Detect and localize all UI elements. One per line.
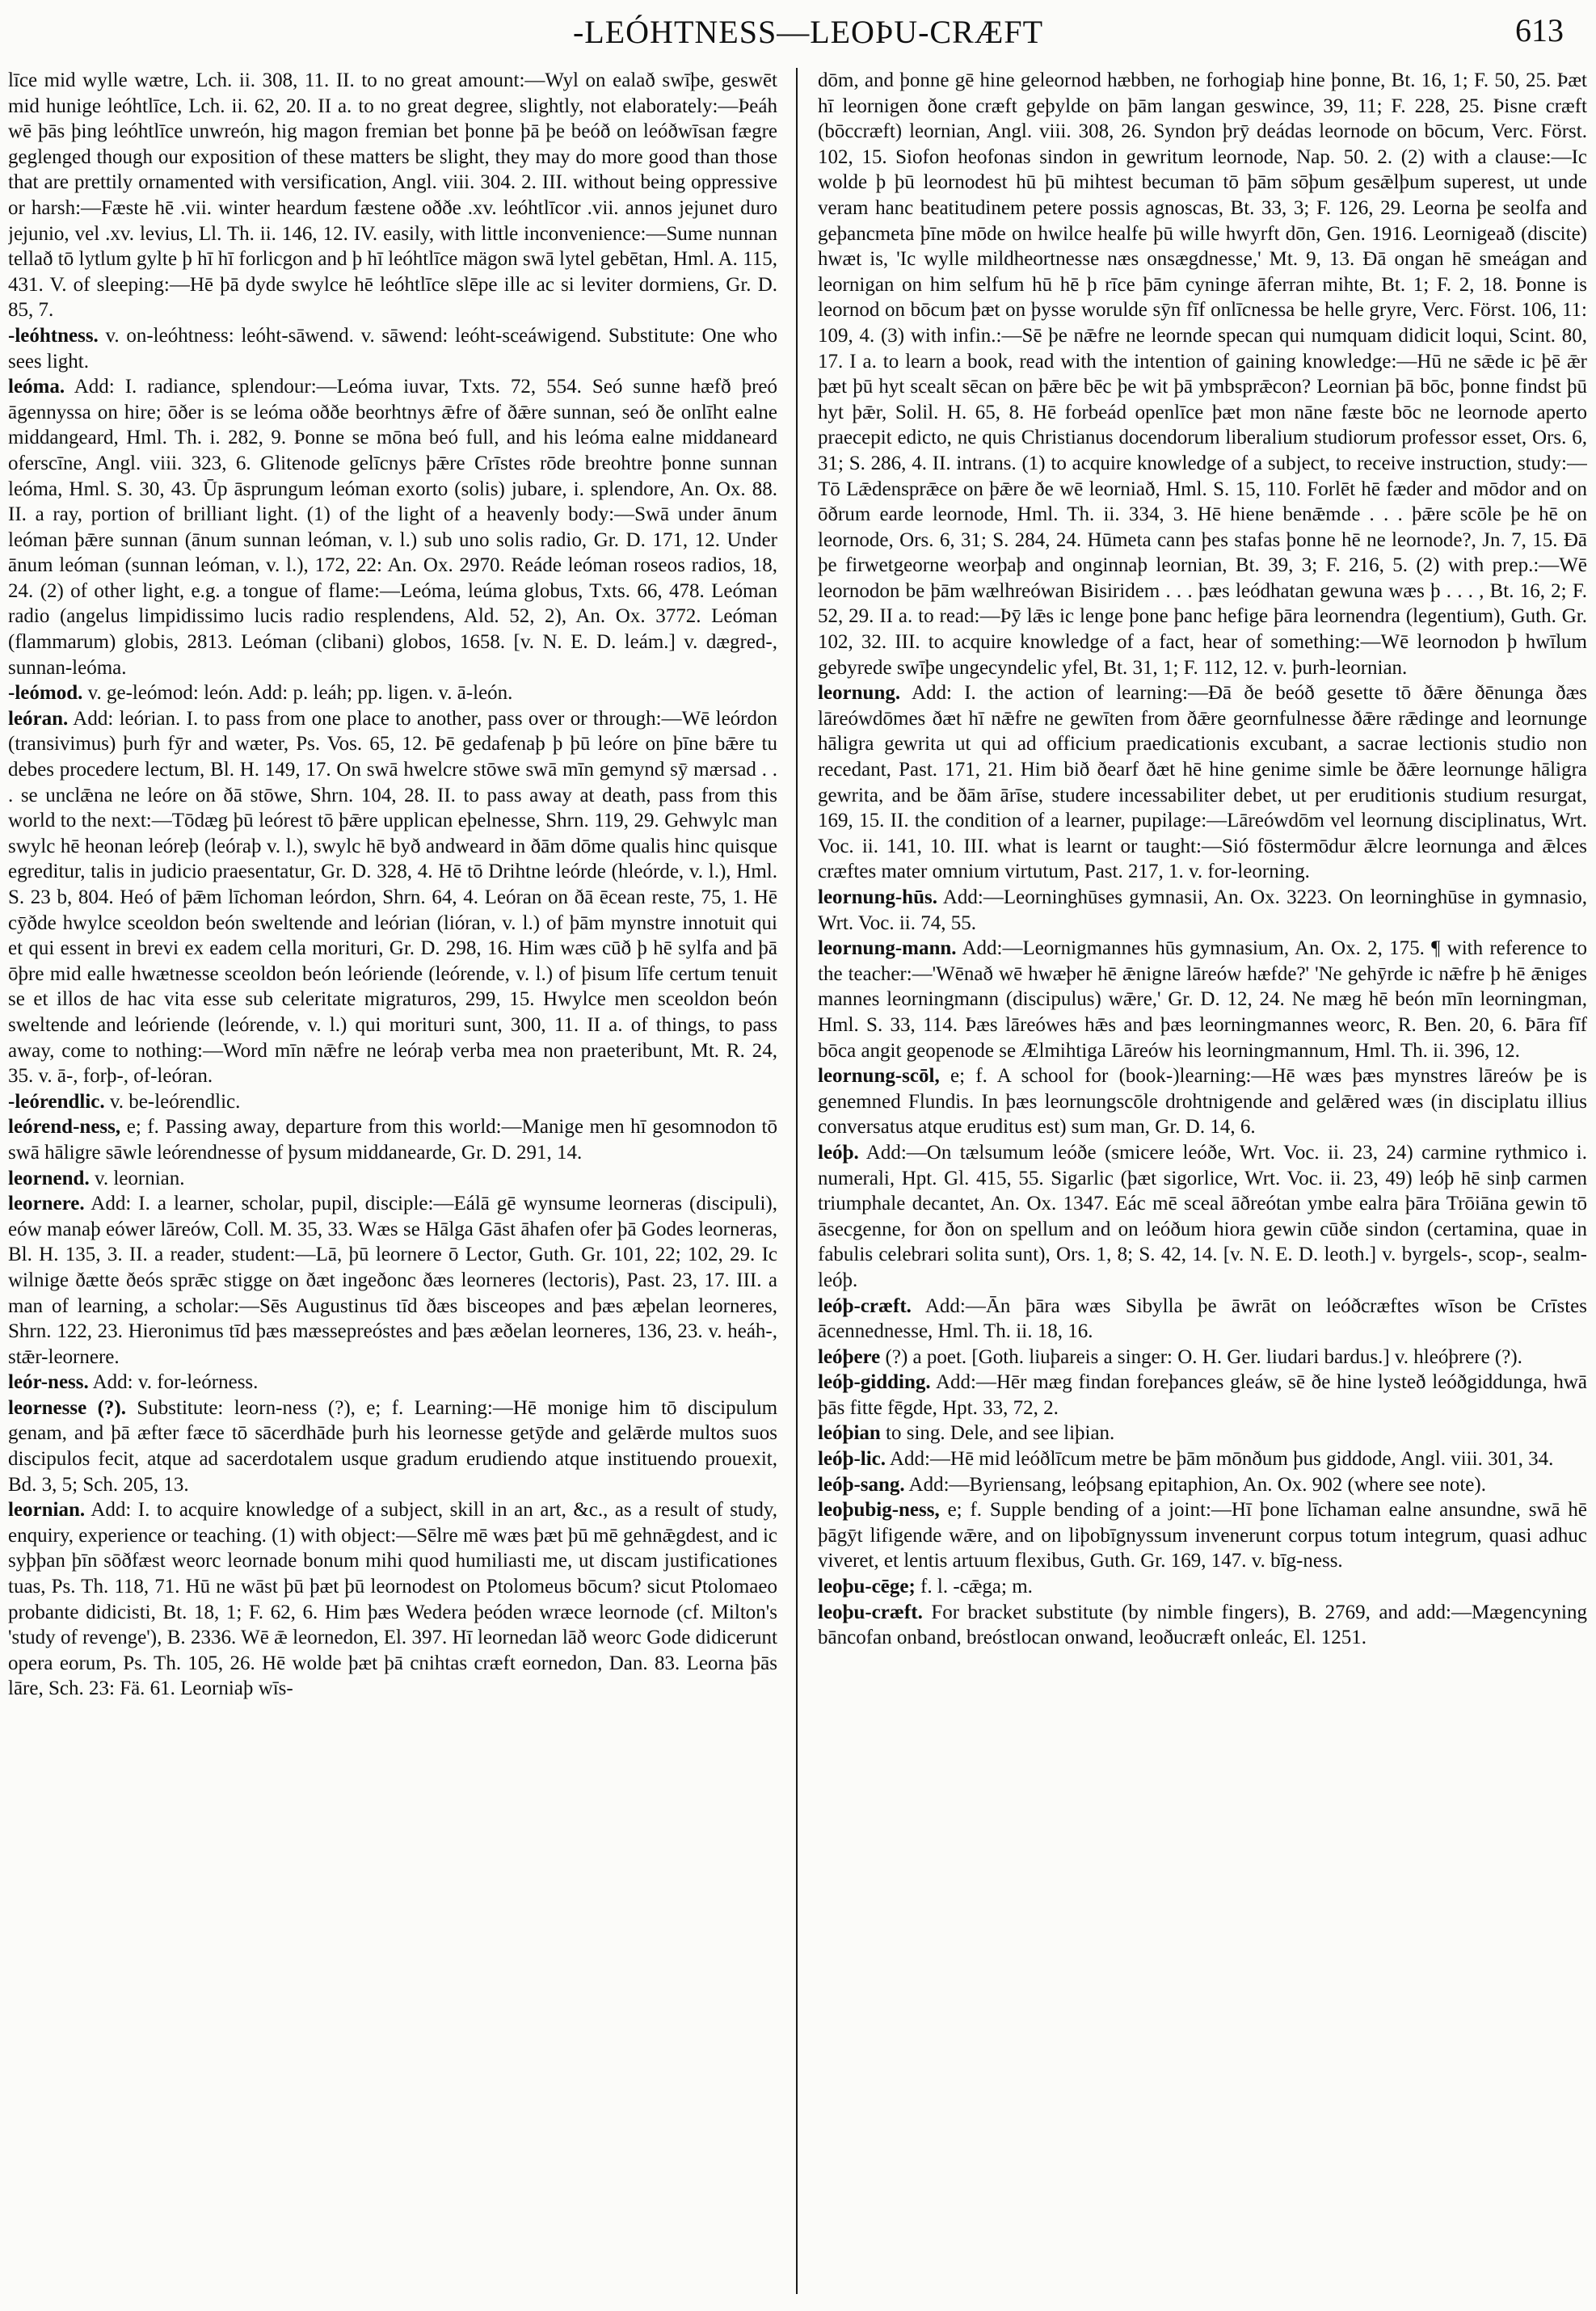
entry-text: f. l. -cǣga; m.	[920, 1576, 1033, 1598]
dictionary-entry	[8, 1114, 777, 1165]
entry-text: Add: I. a learner, scholar, pupil, disciple:—Eálā gē wynsume leorneras (discipuli), eów manaþ eówer lāreów, Coll. M. 35, 33. Wæs se Hālga Gāst āhafen ofer þā Godes leorneras, Bl. H. 135, 3. II. a reader, student:—Lā, þū leornere ō Lector, Guth. Gr. 101, 22; 102, 29. Ic wilnige ðætte ðeós sprǣc stigge on ðæt ingeðonc ðæs leorneres (lectoris), Past. 23, 17. III. a man of learning, a scholar:—Sēs Augustinus tīd ðæs bisceopes and þæs æþelan leorneres, Shrn. 122, 23. Hieronimus tīd þæs mæssepreóstes and þæs æðelan leorneres, 136, 23. v. heáh-, stǣr-leornere.	[8, 1193, 777, 1368]
dictionary-entry	[8, 323, 777, 374]
dictionary-entry	[818, 68, 1587, 680]
dictionary-entry	[8, 1166, 777, 1192]
entry-text: Add: I. to acquire knowledge of a subject, skill in an art, &c., as a result of study, enquiry, experience or teaching. (1) with object:—Sēlre mē wæs þæt þū mē gehnǣgdest, and ic syþþan þīn sōðfæst weorc leornade bonum mihi quod humiliasti me, ut discam justificationes tuas, Ps. Th. 118, 71. Hū ne wāst þū þæt þū leornodest on Ptolomeus bōcum? sicut Ptolomaeo probante didicisti, Bt. 18, 1; F. 62, 6. Him þæs Wedera þeóden wræce leornode (cf. Milton's 'study of revenge'), B. 2336. Wē ǣ leornedon, El. 397. Hī leornedan lāð weorc Gode didicerunt opera eorum, Ps. Th. 105, 26. Hē wolde þæt þā cnihtas cræft eornedon, Dan. 83. Leorna þās lāre, Sch. 23: Fä. 61. Leorniaþ wīs-	[8, 1499, 777, 1700]
dictionary-entry	[8, 680, 777, 706]
entry-headword: leóran.	[8, 707, 69, 730]
entry-text: v. ge-leómod: león. Add: p. leáh; pp. ligen. v. ā-león.	[87, 682, 513, 705]
dictionary-entry	[818, 1446, 1587, 1472]
entry-text: e; f. Supple bending of a joint:—Hī þone līchaman ealne ansundne, swā hē þāgȳt lifigende wǣre, and on liþobīgnyssum invenerunt corpus totum integrum, quasi adhuc viveret, et lentis artuum flexibus, Guth. Gr. 169, 147. v. bīg-ness.	[818, 1499, 1587, 1572]
dictionary-entry	[8, 1089, 777, 1115]
dictionary-entry	[818, 1472, 1587, 1498]
entry-text: v. on-leóhtness: leóht-sāwend. v. sāwend: leóht-sceáwigend. Substitute: One who sees light.	[8, 324, 777, 373]
entry-headword: leornere.	[8, 1193, 85, 1215]
dictionary-entry	[8, 68, 777, 323]
entry-headword: leóþ-sang.	[818, 1473, 905, 1496]
dictionary-entry	[818, 1574, 1587, 1600]
entry-text: Add: v. for-leórness.	[92, 1371, 259, 1394]
entry-headword: leóþ-lic.	[818, 1448, 886, 1471]
entry-headword: leóþ.	[818, 1141, 859, 1164]
entry-headword: leóma.	[8, 376, 65, 398]
dictionary-entry	[8, 1191, 777, 1370]
entry-text: Add: I. radiance, splendour:—Leóma iuvar, Txts. 72, 554. Seó sunne hæfð þreó āgennyssa on hire; ōðer is se leóma oððe beorhtnys ǣfre of ðǣre sunnan, seó ðe onlīht ealne middangeard, Hml. Th. i. 282, 9. Þonne se mōna beó full, and his leóma ealne middaneard oferscīne, Angl. viii. 323, 6. Glitenode gelīcnys þǣre Crīstes rōde breohtre þonne sunnan leóma, Hml. S. 30, 43. Ūp āsprungum leóman exorto (solis) jubare, i. splendore, An. Ox. 88. II. a ray, portion of brilliant light. (1) of the light of a heavenly body:—Swā under ānum leóman þǣre sunnan (ānum sunnan leóman, v. l.) sub uno solis radio, Gr. D. 171, 12. Under ānum leóman (sunnan leóman, v. l.), 172, 22: An. Ox. 2970. Reáde leóman roseos radios, 18, 24. (2) of other light, e.g. a tongue of flame:—Leóma, leúma globus, Txts. 66, 478. Leóman radio (angelus limpidissimo lucis radio resplendens, Ald. 52, 2), An. Ox. 3772. Leóman (flammarum) globis, 2813. Leóman (clibani) globos, 1658. [v. N. E. D. leám.] v. dægred-, sunnan-leóma.	[8, 376, 777, 679]
entry-text: Substitute: leorn-ness (?), e; f. Learning:—Hē monige him tō discipulum genam, and þā æfter fæce tō sācerdhāde þurh his leornesse getȳde and gelǣrde multos suos discipulos fecit, atque ad sacerdotalem usque gradum erudiendo atque instituendo prouexit, Bd. 3, 5; Sch. 205, 13.	[8, 1396, 777, 1496]
dictionary-entry	[8, 706, 777, 1089]
entry-headword: -leóhtness.	[8, 324, 99, 347]
entry-headword: leoþubig-ness,	[818, 1499, 940, 1522]
entry-text: Add: leórian. I. to pass from one place to another, pass over or through:—Wē leórdon (transivimus) þurh fȳr and wæter, Ps. Vos. 65, 12. Þē gedafenaþ þ þū leóre on þīne bǣre tu debes procedere lectum, Bl. H. 149, 17. On swā hwelcre stōwe swā mīn gemynd sȳ mærsad . . . se unclǣna ne leóre on ðā stōwe, Shrn. 104, 28. II. to pass away at death, pass from this world to the next:—Tōdæg þū leórest tō þǣre upplican eþelnesse, Shrn. 119, 29. Gehwylc man swylc hē heonan leóreþ (leóraþ v. l.), swylc hē byð andweard in ðām dōme qualis hinc quisque egreditur, talis in judicio praesentatur, Gr. D. 328, 4. Hē tō Drihtne leórde (hleórde, v. l.), Hml. S. 23 b, 804. Heó of þǣm līchoman leórdon, Shrn. 64, 4. Leóran on ðā ēcean reste, 75, 1. Hē cȳðde hwylce sceoldon beón sweltende and leórian (lióran, v. l.) of þām mynstre innotuit qui et qui essent in brevi ex eadem cella morituri, Gr. D. 298, 16. Him wæs cūð þ hē sylfa and þā ōþre mid ealle hwætnesse sceoldon beón leóriende (leórende, v. l.) of þisum līfe certum tenuit se et illos de hac vita esse sub celeritate migraturos, 299, 15. Hwylce men sceoldon beón sweltende and leóriende (leórende, v. l.) qui morituri sunt, 300, 11. II a. of things, to pass away, come to nothing:—Word mīn nǣfre ne leóraþ verba mea non praeteribunt, Mt. R. 24, 35. v. ā-, forþ-, of-leóran.	[8, 707, 777, 1088]
dictionary-entry	[818, 680, 1587, 885]
entry-headword: leór-ness.	[8, 1371, 89, 1394]
entry-text: līce mid wylle wætre, Lch. ii. 308, 11. II. to no great amount:—Wyl on ealað swīþe, geswēt mid hunige leóhtlīce, Lch. ii. 62, 20. II a. to no great degree, slightly, not elaborately:—Þeáh wē þās þing leóhtlīce unwreón, hig magon fremian bet þonne þā þe beóð on leóðwīsan fægre geglenged though our exposition of these matters be slight, they may do more good than those that are prettily ornamented with versification, Angl. viii. 304. 2. III. without being oppressive or harsh:—Fæste hē .vii. winter heardum fæstene oððe .xv. leóhtlīcor .vii. annos jejunet duro jejunio, vel .xv. levius, Ll. Th. ii. 146, 12. IV. easily, with little inconvenience:—Sume nunnan tellað tō lytlum gylte þ hī hī forlicgon and þ hī leóhtlīce mägon swā lytel gebētan, Hml. A. 115, 431. V. of sleeping:—Hē þā dyde swylce hē leóhtlīce slēpe ille ac si leviter dormiens, Gr. D. 85, 7.	[8, 69, 777, 322]
entry-text: Add:—On tælsumum leóðe (smicere leóðe, Wrt. Voc. ii. 23, 24) carmine rythmico i. numerali, Hpt. Gl. 415, 55. Sigarlic (þæt sigorlice, Wrt. Voc. ii. 23, 49) leóþ hē sinþ carmen triumphale decantet, An. Ox. 1347. Eác mē sceal āðreótan ymbe ealra þāra Trōiāna gewin tō āsecgenne, for ðon on spellum and on leóðum hiora gewin cūðe sindon (certamina, quae in fabulis celebrari solita sunt), Ors. 1, 8; S. 42, 14. [v. N. E. D. leoth.] v. byrgels-, scop-, sealm-leóþ.	[818, 1141, 1587, 1291]
entry-headword: leornend.	[8, 1167, 90, 1189]
dictionary-entry	[818, 1063, 1587, 1140]
dictionary-entry	[8, 1370, 777, 1395]
page-number: 613	[1515, 12, 1564, 48]
entry-headword: leórend-ness,	[8, 1116, 121, 1139]
entry-text: v. be-leórendlic.	[109, 1090, 241, 1113]
dictionary-entry	[8, 1395, 777, 1497]
right-column	[818, 68, 1587, 2306]
entry-headword: -leórendlic.	[8, 1090, 105, 1113]
dictionary-entry	[818, 1345, 1587, 1370]
page-header	[0, 0, 1596, 73]
dictionary-entry	[818, 1294, 1587, 1345]
entry-text: Add:—Leornigmannes hūs gymnasium, An. Ox. 2, 175. ¶ with reference to the teacher:—'Wēnað wē hwæþer hē ǣnigne lāreów hæfde?' 'Ne gehȳrde ic nǣfre þ hē ǣniges mannes leorningmann (discipulus) wǣre,' Gr. D. 12, 24. Ne mæg hē beón mīn leorningman, Hml. S. 33, 114. Þæs lāreówes hǣs and þæs leorningmannes weorc, R. Ben. 20, 6. Þāra fīf bōca angit geopenode se Ælmihtiga Lāreów his leorningmannum, Hml. Th. ii. 396, 12.	[818, 937, 1587, 1062]
entry-text: Add: I. the action of learning:—Ðā ðe beóð gesette tō ðǣre ðēnunga ðæs lāreówdōmes ðæt hī nǣfre ne gewīten from ðǣre geornfulnesse ðǣre rǣdinge and leornunge hāligra gewrita ut qui ad officium praedicationis excubant, a sacrae lectionis studio non recedant, Past. 171, 21. Him bið ðearf ðæt hē hine genime simle be ðǣre leornunge hāligra gewrita, and be ðām ārīse, studere incessabiliter debet, ut per eruditionis studium resurgat, 169, 15. II. the condition of a learner, pupilage:—Lāreówdōm vel leornung disciplinatus, Wrt. Voc. ii. 141, 10. III. what is learnt or taught:—Sió fōstermōdur ǣlcre leornunga and ǣlces cræftes mater omnium virtutum, Past. 217, 1. v. for-leorning.	[818, 682, 1587, 883]
entry-text: (?) a poet. [Goth. liuþareis a singer: O. H. Ger. liudari bardus.] v. hleóþrere (?).	[885, 1345, 1522, 1368]
entry-headword: leóþ-gidding.	[818, 1371, 931, 1394]
entry-headword: leóþian	[818, 1422, 881, 1445]
dictionary-entry	[818, 1421, 1587, 1446]
dictionary-entry	[818, 1600, 1587, 1651]
entry-text: e; f. A school for (book-)learning:—Hē wæs þæs mynstres lāreów þe is genemned Flundis. In þæs leornungscōle drohtnigende and gelǣred wæs (in disciplatu illius conversatus atque eruditus est) sum man, Gr. D. 14, 6.	[818, 1065, 1587, 1139]
dictionary-entry	[8, 374, 777, 680]
dictionary-entry	[818, 1370, 1587, 1421]
entry-headword: leoþu-cēge;	[818, 1576, 916, 1598]
entry-text: Add:—Hēr mæg findan foreþances gleáw, sē ðe hine lysteð leóðgiddunga, hwā þās fitte fēgde, Hpt. 33, 72, 2.	[818, 1371, 1587, 1419]
entry-text: For bracket substitute (by nimble fingers), B. 2769, and add:—Mægencyning bāncofan onband, breóstlocan onwand, leoðucræft onleác, El. 1251.	[818, 1601, 1587, 1649]
column-divider	[796, 68, 798, 2294]
entry-text: Add:—Ān þāra wæs Sibylla þe āwrāt on leóðcræftes wīson be Crīstes ācennednesse, Hml. Th. ii. 18, 16.	[818, 1294, 1587, 1343]
entry-headword: leornung.	[818, 682, 901, 705]
entry-headword: leornung-hūs.	[818, 886, 937, 908]
entry-text: Add:—Hē mid leóðlīcum metre be þām mōnðum þus giddode, Angl. viii. 301, 34.	[889, 1448, 1554, 1471]
entry-text: to sing. Dele, and see liþian.	[886, 1422, 1115, 1445]
dictionary-entry	[818, 936, 1587, 1063]
entry-text: Add:—Byriensang, leóþsang epitaphion, An. Ox. 902 (where see note).	[908, 1473, 1486, 1496]
entry-headword: leóþ-cræft.	[818, 1294, 912, 1317]
entry-headword: leóþere	[818, 1345, 881, 1368]
entry-headword: leornung-mann.	[818, 937, 957, 960]
entry-headword: leornian.	[8, 1499, 86, 1522]
entry-text: v. leornian.	[94, 1167, 185, 1189]
running-head: -LEÓHTNESS—LEOÞU-CRÆFT	[572, 14, 1044, 50]
entry-headword: -leómod.	[8, 682, 83, 705]
dictionary-entry	[818, 885, 1587, 936]
entry-headword: leornesse (?).	[8, 1396, 126, 1419]
entry-text: e; f. Passing away, departure from this world:—Manige men hī gesomnodon tō swā hāligre sāwle leórendnesse of þysum middanearde, Gr. D. 291, 14.	[8, 1116, 777, 1164]
entry-headword: leoþu-cræft.	[818, 1601, 923, 1623]
dictionary-entry	[8, 1497, 777, 1702]
entry-text: Add:—Leorninghūses gymnasii, An. Ox. 3223. On leorninghūse in gymnasio, Wrt. Voc. ii. 74, 55.	[818, 886, 1587, 934]
entry-headword: leornung-scōl,	[818, 1065, 940, 1088]
dictionary-entry	[818, 1140, 1587, 1294]
left-column	[8, 68, 777, 2306]
entry-text: dōm, and þonne gē hine geleornod hæbben, ne forhogiaþ hine þonne, Bt. 16, 1; F. 50, 25. Þæt hī leornigen ðone cræft geþylde on þām langan geswince, 39, 11; F. 228, 25. Þisne cræft (bōccræft) leornian, Angl. viii. 308, 26. Syndon þrȳ deádas leornode on bōcum, Verc. Först. 102, 15. Siofon heofonas sindon in gewritum leornode, Nap. 50. 2. (2) with a clause:—Ic wolde þ þū leornodest hū þū mihtest becuman tō þām sōþum gesǣlþum superest, ut unde veram hanc beatitudinem petere possis agnoscas, Bt. 33, 3; F. 126, 29. Leorna þe seolfa and geþancmeta þīne mōde on hwilce healfe þū wille hwyrft dōn, Gen. 1916. Leornigeað (discite) hwæt is, 'Ic wylle mildheortnesse næs onsægdnesse,' Mt. 9, 13. Ðā ongan hē smeágan and leornigan on him selfum hū hē þ rīce þām cyninge āferran mihte, Bt. 1; F. 2, 18. Þonne is leornod on bōcum þæt on þysse worulde sȳn fīf onlīcnessa be helle gryre, Verc. Först. 106, 11: 109, 4. (3) with infin.:—Sē þe nǣfre ne leornde specan qui numquam didicit loqui, Scint. 80, 17. I a. to learn a book, read with the intention of gaining knowledge:—Hū ne sǣde ic þē ǣr þæt þū hyt scealt sēcan on þǣre bēc þe wit þā ymbsprǣcon? Leornian þā bōc, þonne findst þū hyt þǣr, Solil. H. 65, 8. Hē forbeád openlīce þæt mon nāne fæste bōc ne leornode aperto praecepit edicto, ne quis Christianus docendorum liberalium studiorum professor esset, Ors. 6, 31; S. 286, 4. II. intrans. (1) to acquire knowledge of a subject, to receive instruction, study:—Tō Lǣdensprǣce on þǣre ðe wē leorniað, Hml. S. 15, 110. Forlēt hē fæder and mōdor and on ōðrum earde leornode, Hml. Th. ii. 334, 3. Hē hiene benǣmde . . . þǣre scōle þe hē on leornode, Ors. 6, 31; S. 284, 24. Hūmeta cann þes stafas þonne hē ne leornode?, Jn. 7, 15. Ðā þe firwetgeorne weorþaþ and onginnaþ leornian, Bt. 39, 3; F. 216, 5. (2) with prep.:—Wē leornodon be þām wælhreówan Bisiridem . . . þæs leódhatan gewuna wæs þ . . . , Bt. 16, 2; F. 52, 29. II a. to read:—Þȳ lǣs ic lenge þone þanc hefige þāra leornendra (legentium), Guth. Gr. 102, 32. III. to acquire knowledge of a fact, hear of something:—Wē leornodon þ hwīlum gebyrede swīþe ungecyndelic yfel, Bt. 31, 1; F. 112, 12. v. þurh-leornian.	[818, 69, 1587, 679]
dictionary-entry	[818, 1497, 1587, 1574]
